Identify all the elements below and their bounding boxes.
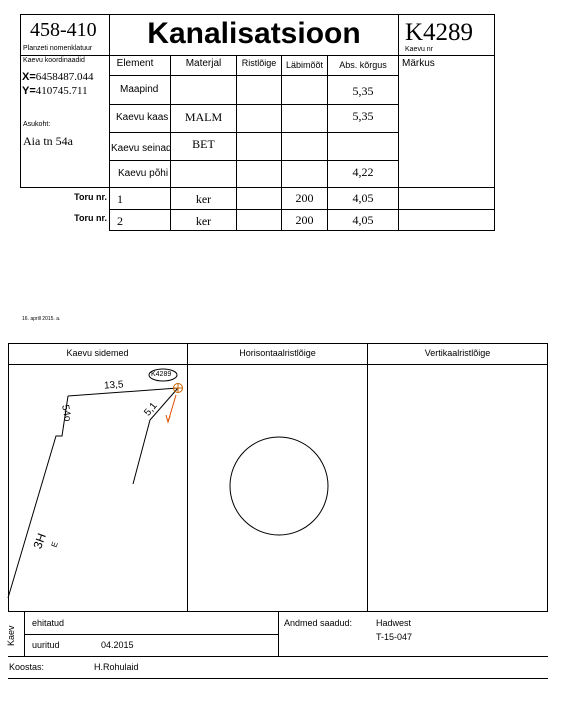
pipe-label: Toru nr. [74,213,107,223]
pipe-height: 4,05 [352,213,374,227]
row-height: 4,22 [352,165,374,179]
well-id: K4289 [405,19,474,46]
col-header-element: Element [116,58,154,69]
coord-x-value: 6458487.044 [35,71,94,83]
sketch-dim-2: 54o [59,404,73,423]
footer-surveyed-value: 04.2015 [101,640,134,650]
document-date: 16. aprill 2015. a. [22,316,61,322]
pipe-line-3 [133,388,178,484]
panel-title-vertical: Vertikaalristlõige [424,348,491,358]
pipe-material: ker [195,192,212,206]
pipe-number: 1 [117,192,123,206]
pipe-line-2 [8,396,68,598]
footer-data-label: Andmed saadud: [284,618,353,628]
row-element: Kaevu põhi [118,168,169,179]
footer-bottom-line-1 [8,656,548,657]
coords-label: Kaevu koordinaadid [23,57,85,64]
footer-bottom-line-2 [8,678,548,679]
pipe-height: 4,05 [352,191,374,205]
location-label: Asukoht: [23,121,51,128]
row-element: Maapind [120,84,159,95]
footer-surveyed-label: uuritud [32,640,60,650]
footer-data-company: Hadwest [376,618,412,628]
horizontal-section-circle [230,437,328,535]
coord-x-label: X= [22,71,36,83]
pipe-material: ker [195,214,212,228]
sketch-well-label: K4289 [151,371,172,378]
well-id-label: Kaevu nr [405,46,434,53]
footer-row-sep [24,634,278,635]
sketch-street-sub: E [49,540,60,549]
sketch-dim-3: 5,1 [142,400,160,419]
col-header-diameter: Läbimõõt [285,60,324,70]
sketch-street-label: 3H [30,531,49,551]
footer-author-name: H.Rohulaid [94,662,139,672]
footer-author-label: Koostas: [9,662,45,672]
page-title: Kanalisatsioon [147,17,361,50]
row-height: 5,35 [352,84,374,98]
coord-y-label: Y= [22,85,36,97]
sheet-number: 458-410 [30,19,97,41]
panel-title-connections: Kaevu sidemed [66,348,129,358]
col-header-height: Abs. kõrgus [339,60,387,70]
row-height: 5,35 [352,109,374,123]
col-header-remark: Märkus [402,58,435,69]
row-element: Kaevu kaas [116,112,169,123]
col-header-material: Materjal [185,58,222,69]
footer-built-label: ehitatud [32,618,65,628]
pipe-label: Toru nr. [74,192,107,202]
col-header-cross: Ristlõige [241,58,277,68]
row-material: BET [192,137,215,151]
row-element: Kaevu seinad [111,143,172,154]
location-value: Aia tn 54a [23,134,73,148]
footer-data-code: T-15-047 [376,632,413,642]
pipe-number: 2 [117,214,123,228]
sketch-dim-1: 13,5 [103,379,124,392]
pipe-diameter: 200 [295,191,314,205]
coord-y-value: 410745.711 [35,85,88,97]
footer-kaev-label: Kaev [6,625,16,646]
footer-mid-sep [278,612,279,657]
panel-title-horizontal: Horisontaalristlõige [239,348,316,358]
row-material: MALM [184,110,223,124]
pipe-diameter: 200 [295,213,314,227]
sheet-label: Planzeti nomenklatuur [23,45,93,52]
